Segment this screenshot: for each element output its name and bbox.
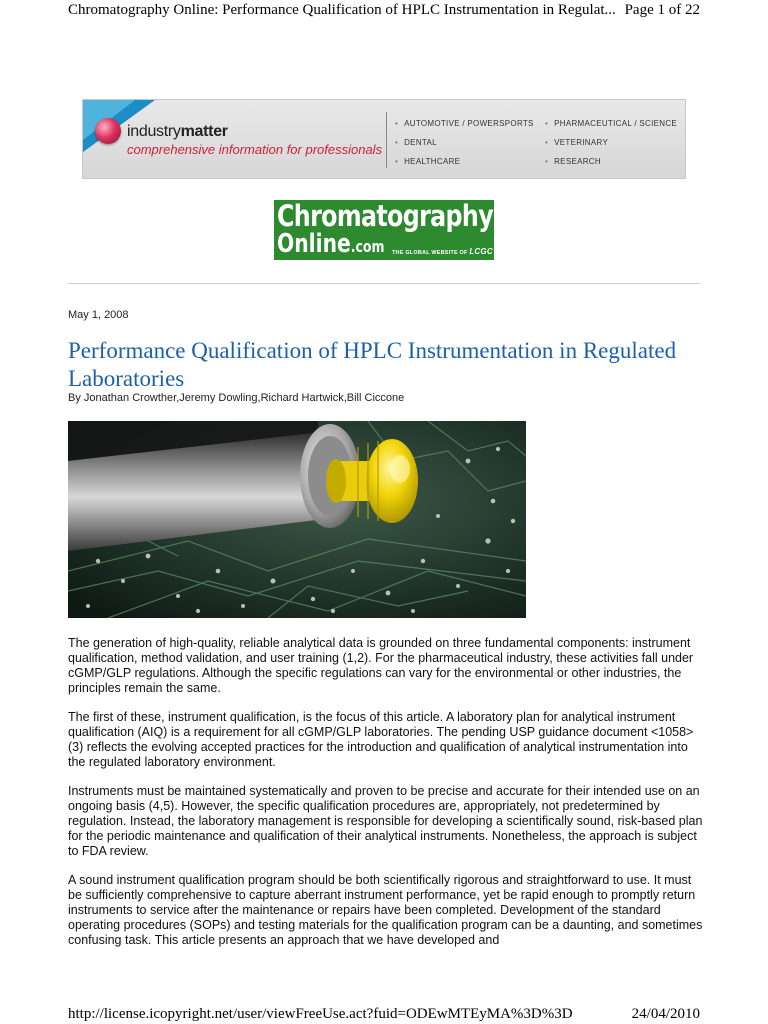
article-paragraph: The first of these, instrument qualification, is the focus of this article. A laboratory plan for analytical instrument qualification (AIQ) is a requirement for all cGMP/GLP laboratories. The pending USP guidance document <1058> (3) reflects the evolving accepted practices for the introduction and qualification of analytical instrumentation into the regulated laboratory environment.: [68, 710, 694, 769]
banner-category-list: [395, 114, 685, 170]
bullet-icon: •: [545, 138, 549, 147]
article-paragraph: Instruments must be maintained systematically and proven to be precise and accurate for their intended use on an ongoing basis (4,5). However, the specific qualification procedures are, appropriately, not predetermined by regulation. Instead, the laboratory management is responsible for developing a scientifically sound, risk-based plan for the periodic maintenance and qualification of their analytical instruments. Nonetheless, the approach is subject to FDA review.: [68, 784, 703, 858]
logo-line-chromatography: Chromatography: [277, 200, 494, 233]
industrymatter-banner-ad[interactable]: [82, 99, 686, 179]
article-title: Performance Qualification of HPLC Instrumentation in Regulated Laboratories: [68, 338, 677, 391]
bullet-icon: •: [395, 157, 399, 166]
banner-brand-bold: matter: [180, 123, 228, 140]
banner-category-dental[interactable]: [395, 133, 545, 152]
print-footer-url: http://license.icopyright.net/user/viewFreeUse.act?fuid=ODEwMTEyMA%3D%3D: [68, 1006, 573, 1022]
print-header-title: Chromatography Online: Performance Qualification of HPLC Instrumentation in Regulat...: [68, 2, 616, 18]
bullet-icon: •: [395, 119, 399, 128]
hplc-fitting-illustration: [68, 421, 526, 618]
banner-category-research[interactable]: [545, 152, 685, 171]
bullet-icon: •: [545, 119, 549, 128]
banner-category-pharmaceutical[interactable]: [545, 114, 685, 133]
print-header-page-number: Page 1 of 22: [624, 2, 700, 18]
logo-tagline: [392, 247, 493, 256]
chromatography-online-logo[interactable]: [274, 200, 494, 260]
banner-category-label: AUTOMOTIVE / POWERSPORTS: [404, 119, 534, 128]
print-footer-date: 24/04/2010: [631, 1006, 700, 1022]
banner-divider: [386, 112, 387, 168]
print-header: [68, 0, 708, 20]
article-body: [68, 636, 704, 962]
logo-online-text: Online: [277, 229, 351, 259]
logo-tagline-text: THE GLOBAL WEBSITE OF: [392, 250, 468, 256]
logo-dotcom-text: .com: [350, 237, 385, 256]
banner-category-label: VETERINARY: [554, 138, 609, 147]
banner-category-automotive[interactable]: [395, 114, 545, 133]
logo-line-online: [277, 229, 385, 260]
banner-category-label: DENTAL: [404, 138, 437, 147]
article-paragraph: The generation of high-quality, reliable analytical data is grounded on three fundamental components: instrument qualification, method validation, and user training (1,2). For the pharmaceutical industry, these activities fall under cGMP/GLP regulations. Although the specific regulations can vary for the environmental or other industries, the principles remain the same.: [68, 636, 694, 695]
banner-category-label: PHARMACEUTICAL / SCIENCE: [554, 119, 678, 128]
bullet-icon: •: [545, 157, 549, 166]
bullet-icon: •: [395, 138, 399, 147]
banner-tagline: comprehensive information for professionals: [127, 142, 383, 157]
banner-category-label: HEALTHCARE: [404, 157, 461, 166]
print-footer: [68, 1004, 708, 1024]
banner-brand: [127, 123, 228, 141]
header-divider: [68, 283, 700, 284]
logo-lcgc-text: LCGC: [469, 247, 493, 256]
banner-category-healthcare[interactable]: [395, 152, 545, 171]
banner-category-label: RESEARCH: [554, 157, 601, 166]
article-paragraph: A sound instrument qualification program should be both scientifically rigorous and straightforward to use. It must be sufficiently comprehensive to capture aberrant instrument performance, yet be rapid enough to promptly return instruments to service after the maintenance or repairs have been completed. Development of the standard operating procedures (SOPs) and testing materials for the qualification program can be a daunting, and sometimes confusing task. This article presents an approach that we have developed and: [68, 873, 703, 947]
banner-category-veterinary[interactable]: [545, 133, 685, 152]
industrymatter-logo-icon: [95, 118, 121, 144]
article-date: May 1, 2008: [68, 309, 129, 321]
article-hero-image: [68, 421, 526, 618]
article-byline: By Jonathan Crowther,Jeremy Dowling,Richard Hartwick,Bill Ciccone: [68, 392, 405, 404]
banner-brand-light: industry: [127, 123, 181, 140]
